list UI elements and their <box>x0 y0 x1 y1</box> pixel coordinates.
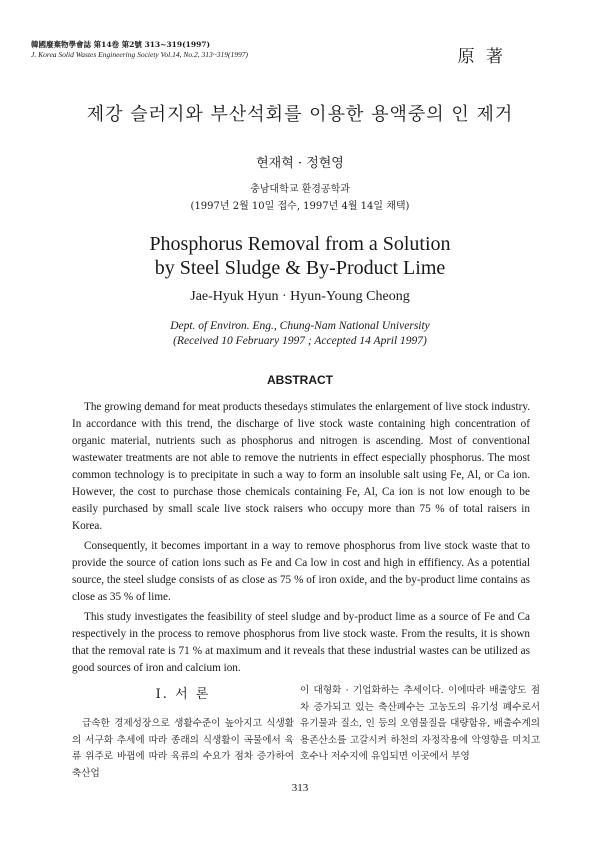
authors-english: Jae-Hyuk Hyun · Hyun-Young Cheong <box>190 289 410 304</box>
abstract-paragraph: Consequently, it becomes important in a way to remove phosphorus from live stock waste that to provide the source of cation ions such as Fe and Ca low in cost and high in effifiency. As a potential source, the steel sludge consists of as close as 75 % of iron oxide, and the by-product lime contains as close as 35 % of lime. <box>72 540 530 603</box>
journal-citation-english: J. Korea Solid Wastes Engineering Society Vol.14, No.2, 313~319(1997) <box>31 50 249 59</box>
title-english-line2: by Steel Sludge & By-Product Lime <box>154 257 446 279</box>
authors-korean: 현재혁 · 정현영 <box>256 156 344 171</box>
abstract-heading: ABSTRACT <box>267 373 333 387</box>
intro-right-column <box>300 683 540 766</box>
title-korean: 제강 슬러지와 부산석회를 이용한 용액중의 인 제거 <box>86 104 514 125</box>
abstract-body <box>72 399 530 680</box>
abstract-paragraph: The growing demand for meat products thesedays stimulates the enlargement of live stock industry. In accordance with this trend, the discharge of live stock waste containing high concentration of organic material, nutrients such as phosphorus and nitrogen is ascending. Most of conventional wastewater treatments are not able to remove the nutrients in effect especially phosphorus. The most common technology is to precipitate in such a way to form an insoluble salt using Fe, Al, or Ca ion. However, the cost to purchase those chemicals containing Fe, Al, Ca ion is not low enough to be easily purchased by small scale live stock raisers who occupy more than 75 % of total raisers in Korea. <box>72 401 530 532</box>
journal-header <box>31 40 248 60</box>
dates-english: (Received 10 February 1997 ; Accepted 14 April 1997) <box>173 335 427 347</box>
intro-left-column <box>72 683 294 782</box>
affiliation-english-dept: Dept. of Environ. Eng., Chung-Nam National University <box>170 320 430 332</box>
page-number: 313 <box>291 782 309 794</box>
journal-citation-korean: 韓國廢棄物學會誌 第14卷 第2號 313~319(1997) <box>31 40 211 49</box>
article-type-label: 原 著 <box>457 47 506 67</box>
title-english <box>0 232 600 280</box>
affiliation-english <box>0 319 600 349</box>
intro-text-right: 이 대형화 · 기업화하는 추세이다. 이에따라 배출양도 점차 증가되고 있는 축산폐수는 고농도의 유기성 폐수로서 유기물과 질소, 인 등의 오염물질을 대량함유, 배출수계의 용존산소를 고갈시켜 하천의 자정작용에 악영향을 미치고 호수나 저수지에 유입되면 이곳에서 부영 <box>300 685 540 762</box>
dates-korean: (1997년 2월 10일 접수, 1997년 4월 14일 채택) <box>190 201 410 212</box>
section-heading-introduction: Ⅰ. 서 론 <box>155 687 211 702</box>
affiliation-korean: 충남대학교 환경공학과 <box>250 184 350 195</box>
abstract-paragraph: This study investigates the feasibility of steel sludge and by-product lime as a source of Fe and Ca respectively in the process to remove phosphorus from live stock waste. From the results, it is shown that the removal rate is 71 % at maximum and it reveals that these industrial wastes can be utilized as good sources of iron and calcium ion. <box>72 611 530 674</box>
intro-text-left: 급속한 경제성장으로 생활수준이 높아지고 식생활의 서구화 추세에 따라 종래의 식생활이 곡물에서 육류 위주로 바뀜에 따라 육류의 수요가 점차 증가하여 축산업 <box>72 718 294 779</box>
title-english-line1: Phosphorus Removal from a Solution <box>149 233 451 255</box>
